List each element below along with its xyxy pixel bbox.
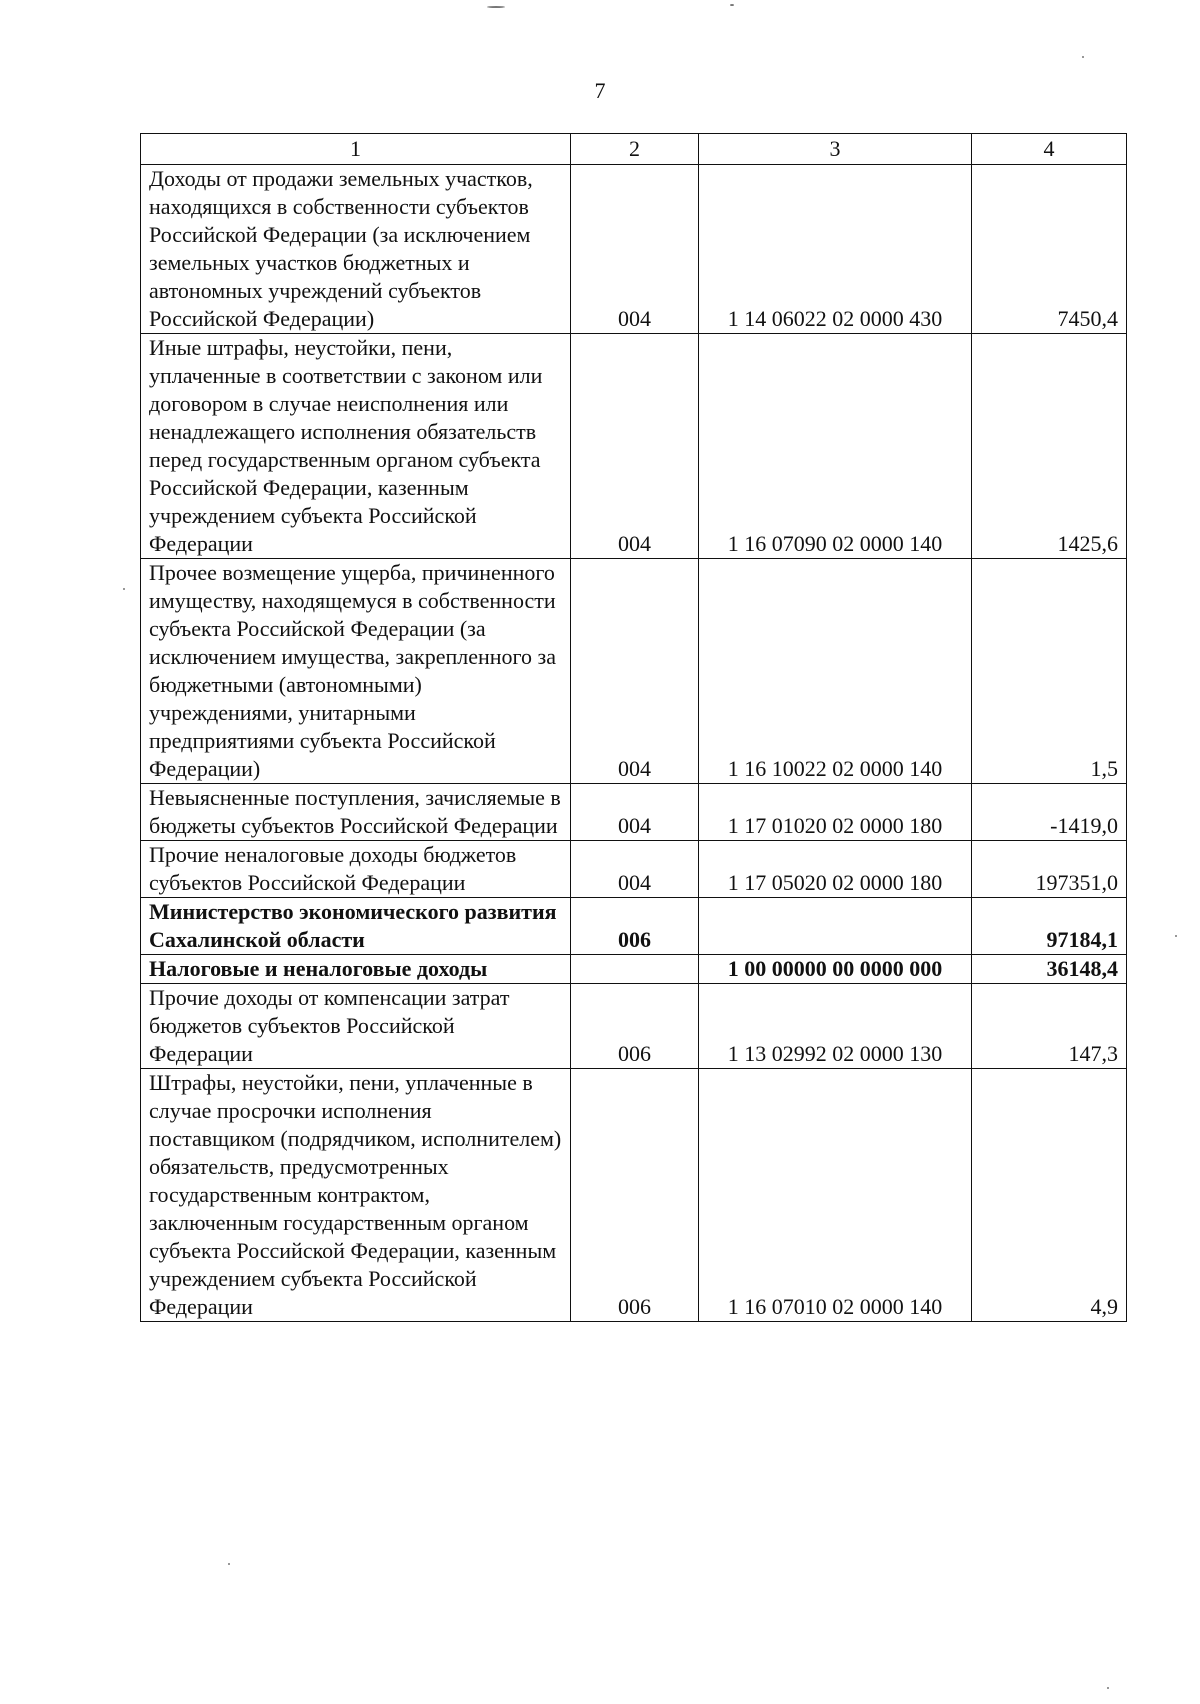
table-row [141, 784, 1127, 841]
row-amount: 1,5 [972, 559, 1127, 784]
header-col-4: 4 [972, 134, 1127, 165]
row-name: Налоговые и неналоговые доходы [141, 955, 571, 984]
scan-speck [1082, 56, 1084, 58]
row-admin-code: 004 [571, 165, 699, 334]
table-row [141, 841, 1127, 898]
row-budget-code: 1 14 06022 02 0000 430 [699, 165, 972, 334]
ministry-row [141, 898, 1127, 955]
table-row [141, 984, 1127, 1069]
row-budget-code: 1 17 05020 02 0000 180 [699, 841, 972, 898]
row-name: Прочие неналоговые доходы бюджетов субъектов Российской Федерации [141, 841, 571, 898]
row-admin-code: 006 [571, 898, 699, 955]
row-name: Иные штрафы, неустойки, пени, уплаченные в соответствии с законом или договором в случае неисполнения или ненадлежащего исполнения обязательств перед государственным органом субъекта Российской Федерации, казенным учреждением субъекта Российской Федерации [141, 334, 571, 559]
row-name: Прочее возмещение ущерба, причиненного имуществу, находящемуся в собственности субъекта Российской Федерации (за исключением имущества, закрепленного за бюджетными (автономными) учреждениями, унитарными предприятиями субъекта Российской Федерации) [141, 559, 571, 784]
row-name: Министерство экономического развития Сахалинской области [141, 898, 571, 955]
row-amount: -1419,0 [972, 784, 1127, 841]
row-amount: 197351,0 [972, 841, 1127, 898]
table-row [141, 334, 1127, 559]
table-row [141, 1069, 1127, 1322]
row-budget-code: 1 16 07090 02 0000 140 [699, 334, 972, 559]
table-header-row [141, 134, 1127, 165]
header-col-3: 3 [699, 134, 972, 165]
row-name: Доходы от продажи земельных участков, находящихся в собственности субъектов Российской Федерации (за исключением земельных участков бюджетных и автономных учреждений субъектов Российской Федерации) [141, 165, 571, 334]
row-admin-code: 004 [571, 559, 699, 784]
scan-speck [123, 588, 125, 590]
row-amount: 97184,1 [972, 898, 1127, 955]
subtotal-row [141, 955, 1127, 984]
row-amount: 4,9 [972, 1069, 1127, 1322]
row-admin-code: 004 [571, 784, 699, 841]
row-name: Штрафы, неустойки, пени, уплаченные в случае просрочки исполнения поставщиком (подрядчиком, исполнителем) обязательств, предусмотренных государственным контрактом, заключенным государственным органом субъекта Российской Федерации, казенным учреждением субъекта Российской Федерации [141, 1069, 571, 1322]
scan-speck [1175, 935, 1177, 937]
header-col-1: 1 [141, 134, 571, 165]
row-budget-code: 1 16 10022 02 0000 140 [699, 559, 972, 784]
row-amount: 36148,4 [972, 955, 1127, 984]
row-admin-code: 004 [571, 841, 699, 898]
scan-speck [228, 1563, 230, 1565]
row-budget-code: 1 00 00000 00 0000 000 [699, 955, 972, 984]
row-budget-code: 1 13 02992 02 0000 130 [699, 984, 972, 1069]
header-col-2: 2 [571, 134, 699, 165]
table-row [141, 165, 1127, 334]
row-budget-code: 1 17 01020 02 0000 180 [699, 784, 972, 841]
row-amount: 7450,4 [972, 165, 1127, 334]
row-admin-code: 004 [571, 334, 699, 559]
row-admin-code: 006 [571, 984, 699, 1069]
row-admin-code [571, 955, 699, 984]
row-budget-code: 1 16 07010 02 0000 140 [699, 1069, 972, 1322]
row-name: Прочие доходы от компенсации затрат бюджетов субъектов Российской Федерации [141, 984, 571, 1069]
row-amount: 1425,6 [972, 334, 1127, 559]
revenue-table [140, 133, 1127, 1322]
page-number: 7 [594, 78, 606, 103]
row-amount: 147,3 [972, 984, 1127, 1069]
scan-speck [730, 4, 734, 6]
row-budget-code [699, 898, 972, 955]
row-admin-code: 006 [571, 1069, 699, 1322]
table-row [141, 559, 1127, 784]
scan-speck [1107, 1687, 1109, 1689]
scan-speck [487, 6, 505, 8]
row-name: Невыясненные поступления, зачисляемые в бюджеты субъектов Российской Федерации [141, 784, 571, 841]
